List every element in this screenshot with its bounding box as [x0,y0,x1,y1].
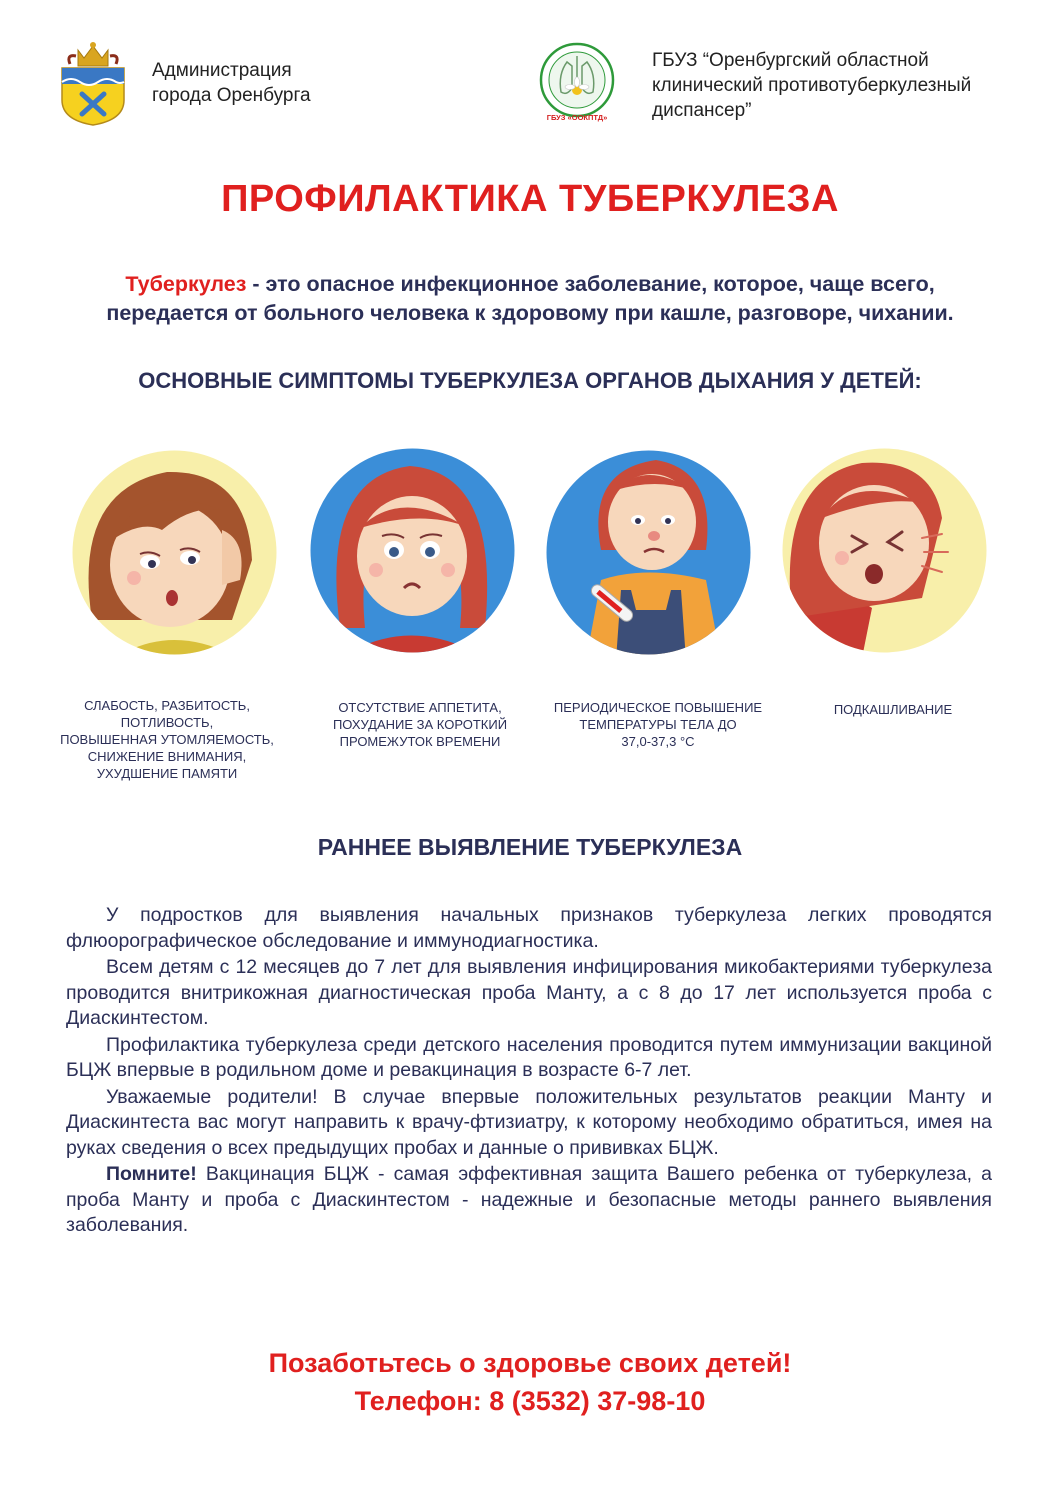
symptom-1-line-4: СНИЖЕНИЕ ВНИМАНИЯ, [87,749,247,764]
gbuz-logo-caption: ГБУЗ «ООКПТД» [546,113,608,122]
symptom-1-line-3: ПОВЫШЕННАЯ УТОМЛЯЕМОСТЬ, [60,732,274,747]
intro-line-2: передается от больного человека к здоровому при кашле, разговоре, чихании. [106,301,954,325]
symptom-label-weakness [40,697,294,782]
symptom-1-line-5: УХУДШЕНИЕ ПАМЯТИ [96,766,238,781]
admin-line-1: Администрация [152,60,292,81]
paragraph-parents: Уважаемые родители! В случае впервые положительных результатов реакции Манту и Диаскинтеста вас могут направить к врачу-фтизиатру, к которому необходимо обратиться, имея на руках сведения о всех предыдущих пробах и данные о прививках БЦЖ. [66,1085,992,1159]
symptom-1-line-1: СЛАБОСТЬ, РАЗБИТОСТЬ, [84,698,250,713]
symptom-label-appetite [300,699,540,750]
gbuz-line-2: клинический противотуберкулезный [652,75,972,96]
symptom-label-cough [790,701,996,718]
early-detection-heading: РАННЕЕ ВЫЯВЛЕНИЕ ТУБЕРКУЛЕЗА [317,834,743,860]
appetite-loss-illustration-icon [310,448,515,653]
symptoms-heading: ОСНОВНЫЕ СИМПТОМЫ ТУБЕРКУЛЕЗА ОРГАНОВ ДЫХАНИЯ У ДЕТЕЙ: [138,368,922,393]
footer-call-to-action: Позаботьтесь о здоровье своих детей! [268,1348,792,1378]
symptom-2-line-3: ПРОМЕЖУТОК ВРЕМЕНИ [339,734,501,749]
symptom-2-line-2: ПОХУДАНИЕ ЗА КОРОТКИЙ [332,717,508,732]
weakness-illustration-icon [72,450,277,655]
intro-line-1-rest: - это опасное инфекционное заболевание, которое, чаще всего, [246,272,935,296]
symptom-4-line-1: ПОДКАШЛИВАНИЕ [833,702,953,717]
symptom-3-line-2: ТЕМПЕРАТУРЫ ТЕЛА ДО [579,717,737,732]
admin-line-2: города Оренбурга [152,85,311,106]
paragraph-remember [66,1162,992,1239]
footer-phone: Телефон: 8 (3532) 37-98-10 [354,1386,706,1416]
gbuz-line-1: ГБУЗ “Оренбургский областной [652,50,929,71]
paragraph-bcg: Профилактика туберкулеза среди детского населения проводится путем иммунизации вакциной БЦЖ впервые в родильном доме и ревакцинация в возрасте 6-7 лет. [66,1033,992,1081]
symptom-3-line-1: ПЕРИОДИЧЕСКОЕ ПОВЫШЕНИЕ [553,700,763,715]
early-detection-body [66,903,992,1240]
orenburg-coat-of-arms-icon [56,38,130,126]
gbuz-logo-icon [534,40,620,126]
intro-term: Туберкулез [125,272,247,296]
gbuz-name [652,48,971,123]
symptom-3-line-3: 37,0-37,3 °С [621,734,695,749]
remember-text: Вакцинация БЦЖ - самая эффективная защита Вашего ребенка от туберкулеза, а проба Манту и проба с Диаскинтестом - надежные и безопасные методы раннего выявления заболевания. [66,1163,992,1236]
intro-line-1 [40,270,1020,299]
gbuz-line-3: диспансер” [652,100,752,121]
administration-name [152,58,311,108]
fever-illustration-icon [546,450,751,655]
symptom-label-fever [530,699,786,750]
symptom-1-line-2: ПОТЛИВОСТЬ, [120,715,214,730]
remember-label: Помните! [106,1163,197,1185]
intro-text [40,270,1020,328]
symptom-2-line-1: ОТСУТСТВИЕ АППЕТИТА, [338,700,502,715]
cough-illustration-icon [782,448,987,653]
page-title: ПРОФИЛАКТИКА ТУБЕРКУЛЕЗА [221,178,839,220]
paragraph-mantoux: Всем детям с 12 месяцев до 7 лет для выявления инфицирования микобактериями туберкулеза проводится внитрикожная диагностическая проба Манту, а с 8 до 17 лет используется проба с Диаскинтестом. [66,956,992,1029]
paragraph-teenagers: У подростков для выявления начальных признаков туберкулеза легких проводятся флюорографическое обследование и иммунодиагностика. [66,904,992,952]
